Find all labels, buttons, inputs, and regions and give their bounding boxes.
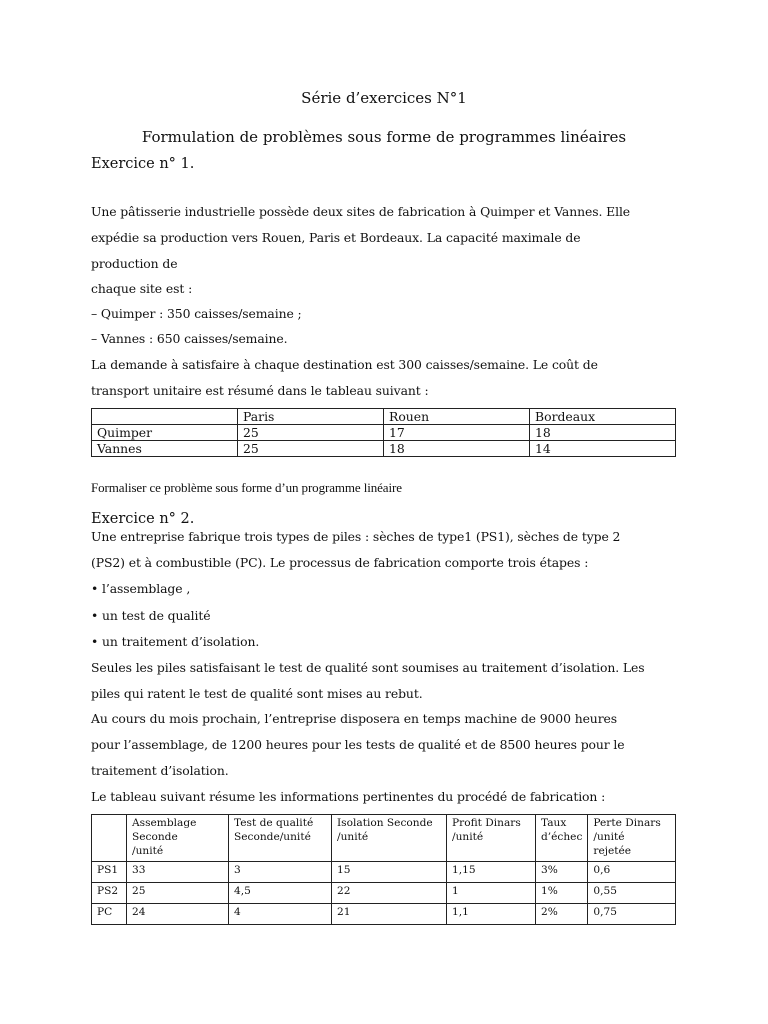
exercise-1-line: – Vannes : 650 caisses/semaine. bbox=[91, 331, 288, 346]
table-cell: 15 bbox=[332, 862, 447, 883]
table-cell: PS1 bbox=[92, 862, 127, 883]
exercise-1-line: La demande à satisfaire à chaque destination est 300 caisses/semaine. Le coût de bbox=[91, 357, 598, 372]
table-row bbox=[92, 883, 676, 904]
table-cell: 0,6 bbox=[588, 862, 676, 883]
table-cell: 25 bbox=[238, 441, 384, 457]
table-row bbox=[92, 441, 676, 457]
table-cell: 4 bbox=[229, 904, 332, 925]
table-cell: Vannes bbox=[92, 441, 238, 457]
table-cell bbox=[92, 815, 127, 862]
document-title: Série d’exercices N°1 bbox=[301, 89, 467, 107]
table-cell: 22 bbox=[332, 883, 447, 904]
table-cell: 25 bbox=[127, 883, 229, 904]
exercise-1-line: chaque site est : bbox=[91, 281, 193, 296]
transport-cost-table bbox=[91, 408, 676, 457]
exercise-2-line: traitement d’isolation. bbox=[91, 763, 229, 778]
table-header-row bbox=[92, 409, 676, 425]
table-cell: 4,5 bbox=[229, 883, 332, 904]
exercise-2-line: • l’assemblage , bbox=[91, 581, 191, 596]
exercise-2-heading: Exercice n° 2. bbox=[91, 511, 195, 527]
table-cell: 18 bbox=[530, 425, 676, 441]
exercise-2-line: pour l’assemblage, de 1200 heures pour les tests de qualité et de 8500 heures pour le bbox=[91, 737, 625, 752]
exercise-1-line: – Quimper : 350 caisses/semaine ; bbox=[91, 306, 302, 321]
table-header-row bbox=[92, 815, 676, 862]
table-cell: 1,15 bbox=[447, 862, 536, 883]
table-cell: 33 bbox=[127, 862, 229, 883]
table-row bbox=[92, 425, 676, 441]
table-cell: Profit Dinars /unité bbox=[447, 815, 536, 862]
exercise-1-line: expédie sa production vers Rouen, Paris et Bordeaux. La capacité maximale de bbox=[91, 230, 581, 245]
table-cell: Perte Dinars /unité rejetée bbox=[588, 815, 676, 862]
exercise-1-instruction: Formaliser ce problème sous forme d’un programme linéaire bbox=[91, 480, 402, 495]
table-cell: PC bbox=[92, 904, 127, 925]
table-cell: 3% bbox=[536, 862, 588, 883]
exercise-2-line: Au cours du mois prochain, l’entreprise disposera en temps machine de 9000 heures bbox=[91, 711, 618, 726]
table-cell: Quimper bbox=[92, 425, 238, 441]
exercise-2-line: Seules les piles satisfaisant le test de qualité sont soumises au traitement d’isolation. Les bbox=[91, 660, 645, 675]
table-cell: Bordeaux bbox=[530, 409, 676, 425]
table-cell: 3 bbox=[229, 862, 332, 883]
exercise-1-line: production de bbox=[91, 256, 178, 271]
table-cell: 0,75 bbox=[588, 904, 676, 925]
exercise-1-heading: Exercice n° 1. bbox=[91, 156, 195, 172]
table-cell: 0,55 bbox=[588, 883, 676, 904]
document-subtitle: Formulation de problèmes sous forme de programmes linéaires bbox=[141, 128, 627, 146]
table-cell: Test de qualité Seconde/unité bbox=[229, 815, 332, 862]
table-cell: 14 bbox=[530, 441, 676, 457]
table-cell: 1% bbox=[536, 883, 588, 904]
table-cell: 17 bbox=[384, 425, 530, 441]
table-cell: PS2 bbox=[92, 883, 127, 904]
exercise-2-line: • un traitement d’isolation. bbox=[91, 634, 260, 649]
table-cell: 24 bbox=[127, 904, 229, 925]
table-cell: 2% bbox=[536, 904, 588, 925]
table-cell: Rouen bbox=[384, 409, 530, 425]
exercise-1-line: Une pâtisserie industrielle possède deux sites de fabrication à Quimper et Vannes. Elle bbox=[91, 204, 631, 219]
exercise-2-line: Le tableau suivant résume les informations pertinentes du procédé de fabrication : bbox=[91, 789, 606, 804]
table-cell: 21 bbox=[332, 904, 447, 925]
table-cell: Isolation Seconde /unité bbox=[332, 815, 447, 862]
table-cell: Paris bbox=[238, 409, 384, 425]
exercise-2-line: piles qui ratent le test de qualité sont mises au rebut. bbox=[91, 686, 423, 701]
table-row bbox=[92, 862, 676, 883]
exercise-2-line: (PS2) et à combustible (PC). Le processus de fabrication comporte trois étapes : bbox=[91, 555, 589, 570]
table-cell: 25 bbox=[238, 425, 384, 441]
exercise-2-line: Une entreprise fabrique trois types de piles : sèches de type1 (PS1), sèches de type 2 bbox=[91, 529, 621, 544]
table-cell: 18 bbox=[384, 441, 530, 457]
table-cell bbox=[92, 409, 238, 425]
fabrication-table bbox=[91, 814, 676, 925]
exercise-2-line: • un test de qualité bbox=[91, 608, 211, 623]
table-cell: 1,1 bbox=[447, 904, 536, 925]
table-cell: Taux d’échec bbox=[536, 815, 588, 862]
table-cell: 1 bbox=[447, 883, 536, 904]
exercise-1-line: transport unitaire est résumé dans le tableau suivant : bbox=[91, 383, 429, 398]
table-row bbox=[92, 904, 676, 925]
table-cell: Assemblage Seconde /unité bbox=[127, 815, 229, 862]
